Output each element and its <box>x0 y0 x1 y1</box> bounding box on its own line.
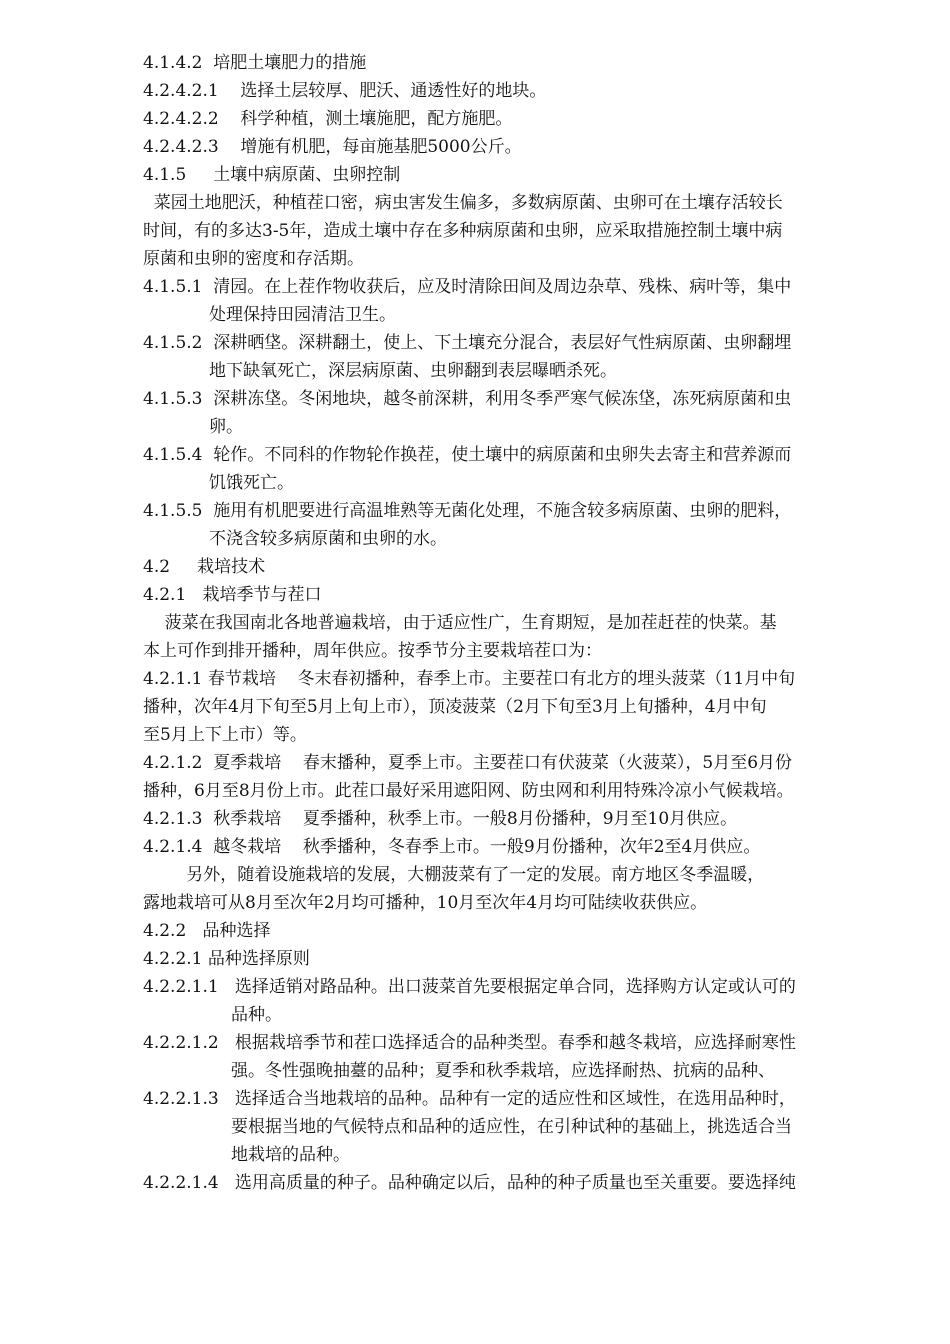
number-gap <box>202 809 213 829</box>
section-number: 4.1.5.2 <box>143 333 203 353</box>
paragraph-text: 菜园土地肥沃，种植茬口密，病虫害发生偏多，多数病原菌、虫卵可在土壤存活较长 <box>143 193 783 213</box>
number-gap <box>219 109 241 129</box>
text-line <box>143 441 883 469</box>
text-line <box>143 1057 883 1085</box>
number-gap <box>219 1089 235 1109</box>
text-line <box>143 497 883 525</box>
section-number: 4.1.5 <box>143 165 187 185</box>
section-number: 4.2.2.1 <box>143 949 203 969</box>
section-text: 越冬栽培 秋季播种，冬春季上市。一般9月份播种，次年2至4月供应。 <box>213 837 761 857</box>
number-gap <box>202 389 213 409</box>
text-line <box>143 805 883 833</box>
section-text: 轮作。不同科的作物轮作换茬，使土壤中的病原菌和虫卵失去寄主和营养源而 <box>213 445 792 465</box>
text-line <box>143 217 883 245</box>
text-line <box>143 525 883 553</box>
text-line <box>143 413 883 441</box>
number-gap <box>219 1033 235 1053</box>
paragraph-text: 播种，6月至8月份上市。此茬口最好采用遮阳网、防虫网和利用特殊冷凉小气候栽培。 <box>143 781 794 801</box>
continuation-text: 品种。 <box>231 1005 282 1025</box>
text-line <box>143 1141 883 1169</box>
continuation-text: 卵。 <box>209 417 243 437</box>
number-gap <box>186 585 202 605</box>
section-number: 4.2.4.2.2 <box>143 109 219 129</box>
text-line <box>143 889 883 917</box>
continuation-text: 不浇含较多病原菌和虫卵的水。 <box>209 529 447 549</box>
section-text: 秋季栽培 夏季播种，秋季上市。一般8月份播种，9月至10月供应。 <box>213 809 738 829</box>
paragraph-text: 本上可作到排开播种，周年供应。按季节分主要栽培茬口为： <box>143 641 602 661</box>
text-line <box>143 609 883 637</box>
section-text: 春节栽培 冬末春初播种，春季上市。主要茬口有北方的埋头菠菜（11月中旬 <box>207 669 796 689</box>
section-number: 4.2.2 <box>143 921 187 941</box>
paragraph-text: 露地栽培可从8月至次年2月均可播种，10月至次年4月均可陆续收获供应。 <box>143 893 708 913</box>
section-number: 4.2.1.3 <box>143 809 203 829</box>
section-number: 4.2.1.2 <box>143 753 203 773</box>
section-text: 选择适销对路品种。出口菠菜首先要根据定单合同，选择购方认定或认可的 <box>234 977 796 997</box>
text-line <box>143 273 883 301</box>
continuation-text: 强。冬性强晚抽薹的品种；夏季和秋季栽培，应选择耐热、抗病的品种、 <box>231 1061 775 1081</box>
text-line <box>143 973 883 1001</box>
section-text: 栽培季节与茬口 <box>202 585 322 605</box>
section-text: 栽培技术 <box>197 557 266 577</box>
paragraph-text: 另外，随着设施栽培的发展，大棚菠菜有了一定的发展。南方地区冬季温暖， <box>143 865 765 885</box>
section-number: 4.2.2.1.3 <box>143 1089 219 1109</box>
number-gap <box>202 333 213 353</box>
text-line <box>143 945 883 973</box>
number-gap <box>202 501 213 521</box>
text-line <box>143 133 883 161</box>
text-line <box>143 357 883 385</box>
number-gap <box>219 137 241 157</box>
text-line <box>143 833 883 861</box>
text-line <box>143 1029 883 1057</box>
section-number: 4.2.1.1 <box>143 669 203 689</box>
continuation-text: 饥饿死亡。 <box>209 473 294 493</box>
text-line <box>143 1169 883 1197</box>
section-text: 选择土层较厚、肥沃、通透性好的地块。 <box>240 81 547 101</box>
paragraph-text: 菠菜在我国南北各地普遍栽培，由于适应性广，生育期短，是加茬赶茬的快菜。基 <box>143 613 777 633</box>
number-gap <box>202 753 213 773</box>
section-text: 深耕冻垡。冬闲地块，越冬前深耕，利用冬季严寒气候冻垡，冻死病原菌和虫 <box>213 389 792 409</box>
text-line <box>143 329 883 357</box>
text-line <box>143 245 883 273</box>
paragraph-text: 时间，有的多达3-5年，造成土壤中存在多种病原菌和虫卵，应采取措施控制土壤中病 <box>143 221 783 241</box>
text-line <box>143 1085 883 1113</box>
section-text: 夏季栽培 春末播种，夏季上市。主要茬口有伏菠菜（火菠菜），5月至6月份 <box>213 753 793 773</box>
text-line <box>143 105 883 133</box>
section-text: 科学种植，测土壤施肥，配方施肥。 <box>240 109 513 129</box>
text-line <box>143 777 883 805</box>
section-text: 施用有机肥要进行高温堆熟等无菌化处理，不施含较多病原菌、虫卵的肥料， <box>213 501 792 521</box>
section-number: 4.2.2.1.2 <box>143 1033 219 1053</box>
number-gap <box>219 977 235 997</box>
text-line <box>143 385 883 413</box>
section-number: 4.1.5.5 <box>143 501 203 521</box>
number-gap <box>219 1173 235 1193</box>
section-text: 根据栽培季节和茬口选择适合的品种类型。春季和越冬栽培，应选择耐寒性 <box>234 1033 796 1053</box>
section-number: 4.2.1.4 <box>143 837 203 857</box>
text-line <box>143 749 883 777</box>
text-line <box>143 1001 883 1029</box>
text-line <box>143 469 883 497</box>
continuation-text: 地下缺氧死亡，深层病原菌、虫卵翻到表层曝晒杀死。 <box>209 361 617 381</box>
section-text: 品种选择 <box>202 921 271 941</box>
text-line <box>143 637 883 665</box>
number-gap <box>170 557 197 577</box>
document-body <box>143 49 883 1197</box>
text-line <box>143 721 883 749</box>
number-gap <box>219 81 241 101</box>
text-line <box>143 77 883 105</box>
text-line <box>143 693 883 721</box>
section-text: 深耕晒垡。深耕翻土，使上、下土壤充分混合，表层好气性病原菌、虫卵翻埋 <box>213 333 792 353</box>
text-line <box>143 49 883 77</box>
section-text: 培肥土壤肥力的措施 <box>213 53 367 73</box>
section-text: 清园。在上茬作物收获后，应及时清除田间及周边杂草、残株、病叶等，集中 <box>213 277 792 297</box>
number-gap <box>202 53 213 73</box>
section-number: 4.2.1 <box>143 585 187 605</box>
continuation-text: 要根据当地的气候特点和品种的适应性，在引种试种的基础上，挑选适合当 <box>231 1117 792 1137</box>
section-text: 土壤中病原菌、虫卵控制 <box>213 165 401 185</box>
paragraph-text: 原菌和虫卵的密度和存活期。 <box>143 249 364 269</box>
continuation-text: 处理保持田园清洁卫生。 <box>209 305 396 325</box>
section-text: 品种选择原则 <box>207 949 310 969</box>
continuation-text: 地栽培的品种。 <box>231 1145 350 1165</box>
section-number: 4.1.5.3 <box>143 389 203 409</box>
text-line <box>143 189 883 217</box>
number-gap <box>186 165 213 185</box>
section-number: 4.2.2.1.1 <box>143 977 219 997</box>
text-line <box>143 161 883 189</box>
text-line <box>143 861 883 889</box>
number-gap <box>202 277 213 297</box>
number-gap <box>186 921 202 941</box>
section-number: 4.1.4.2 <box>143 53 203 73</box>
section-number: 4.2.2.1.4 <box>143 1173 219 1193</box>
text-line <box>143 301 883 329</box>
paragraph-text: 至5月上下上市）等。 <box>143 725 307 745</box>
section-number: 4.1.5.4 <box>143 445 203 465</box>
text-line <box>143 553 883 581</box>
section-number: 4.2.4.2.1 <box>143 81 219 101</box>
section-text: 增施有机肥，每亩施基肥5000公斤。 <box>240 137 522 157</box>
number-gap <box>202 837 213 857</box>
text-line <box>143 917 883 945</box>
section-text: 选用高质量的种子。品种确定以后，品种的种子质量也至关重要。要选择纯 <box>234 1173 796 1193</box>
text-line <box>143 581 883 609</box>
number-gap <box>202 445 213 465</box>
section-text: 选择适合当地栽培的品种。品种有一定的适应性和区域性，在选用品种时， <box>234 1089 796 1109</box>
text-line <box>143 665 883 693</box>
paragraph-text: 播种，次年4月下旬至5月上旬上市），顶凌菠菜（2月下旬至3月上旬播种，4月中旬 <box>143 697 767 717</box>
section-number: 4.1.5.1 <box>143 277 203 297</box>
section-number: 4.2.4.2.3 <box>143 137 219 157</box>
section-number: 4.2 <box>143 557 171 577</box>
text-line <box>143 1113 883 1141</box>
